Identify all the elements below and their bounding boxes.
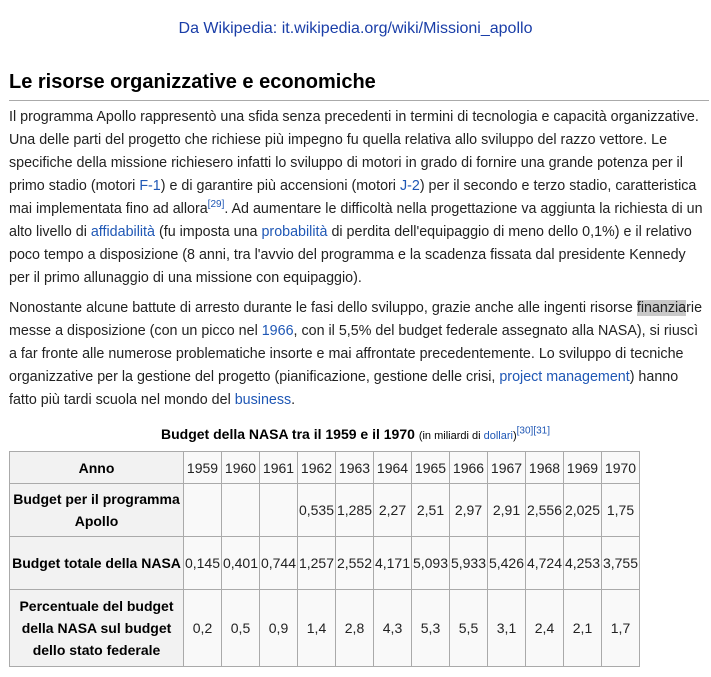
paragraph-1	[9, 106, 704, 290]
value-cell: 2,1	[564, 590, 602, 667]
value-cell: 0,535	[298, 484, 336, 537]
value-cell: 4,3	[374, 590, 412, 667]
text-run: Nonostante alcune battute di arresto durante le fasi dello sviluppo, grazie anche alle ingenti risorse	[9, 300, 637, 316]
value-cell: 1,7	[602, 590, 640, 667]
caption-refs-link[interactable]: [30][31]	[516, 425, 550, 437]
value-cell: 2,27	[374, 484, 412, 537]
value-cell: 0,2	[184, 590, 222, 667]
value-cell: 0,5	[222, 590, 260, 667]
value-cell: 2,8	[336, 590, 374, 667]
value-cell	[222, 484, 260, 537]
value-cell: 1,75	[602, 484, 640, 537]
year-cell: 1969	[564, 452, 602, 484]
row-label: Budget per il programma Apollo	[10, 484, 184, 537]
year-cell: 1968	[526, 452, 564, 484]
text-run: rie messe a disposizione (con un picco nel	[9, 300, 703, 339]
caption-unit: (in miliardi di dollari)	[418, 430, 517, 442]
text-run: . Ad aumentare le difficoltà nella progettazione va aggiunta la richiesta di un alto livello di	[9, 201, 703, 240]
value-cell: 4,171	[374, 537, 412, 590]
paragraph-2	[9, 297, 704, 412]
table-row	[10, 484, 640, 537]
value-cell: 5,5	[450, 590, 488, 667]
highlighted-text: finanzia	[636, 300, 687, 316]
value-cell: 5,093	[412, 537, 450, 590]
year-cell: 1967	[488, 452, 526, 484]
value-cell	[184, 484, 222, 537]
text-run: Il programma Apollo rappresentò una sfida senza precedenti in termini di tecnologia e capacità organizzative. Una delle parti del progetto che richiese più impegno fu quella relativa allo sviluppo del razzo vettore. Le specifiche della missione richiesero infatti lo sviluppo di motori in grado di fornire una grande potenza per il primo stadio (motori	[9, 109, 699, 194]
inline-link[interactable]: probabilità	[261, 224, 328, 240]
inline-link[interactable]: affidabilità	[90, 224, 155, 240]
value-cell: 2,51	[412, 484, 450, 537]
inline-link[interactable]: 1966	[261, 323, 294, 339]
value-cell: 4,724	[526, 537, 564, 590]
year-cell: 1960	[222, 452, 260, 484]
value-cell: 2,025	[564, 484, 602, 537]
inline-link[interactable]: [29]	[207, 199, 225, 211]
inline-link[interactable]: project management	[499, 369, 630, 385]
year-cell: 1959	[184, 452, 222, 484]
header-year-label: Anno	[10, 452, 184, 484]
text-run: di perdita dell'equipaggio di meno dello 0,1%) e il relativo poco tempo a disposizione (8 anni, tra l'avvio del programma e la scadenza fissata dal presidente Kennedy per il primo allunaggio di una missione con equipaggio).	[9, 224, 692, 286]
value-cell: 5,3	[412, 590, 450, 667]
inline-link[interactable]: business	[234, 392, 292, 408]
caption-title: Budget della NASA tra il 1959 e il 1970	[161, 426, 415, 442]
text-run: ) e di garantire più accensioni (motori	[160, 178, 400, 194]
dollari-link[interactable]: dollari	[483, 430, 513, 442]
title-divider	[9, 100, 709, 101]
value-cell: 0,401	[222, 537, 260, 590]
year-cell: 1962	[298, 452, 336, 484]
value-cell: 2,91	[488, 484, 526, 537]
value-cell: 3,755	[602, 537, 640, 590]
value-cell: 1,285	[336, 484, 374, 537]
value-cell: 1,4	[298, 590, 336, 667]
value-cell: 0,9	[260, 590, 298, 667]
row-label: Percentuale del budget della NASA sul budget dello stato federale	[10, 590, 184, 667]
value-cell	[260, 484, 298, 537]
text-run: ) hanno fatto più tardi scuola nel mondo del	[9, 369, 679, 408]
text-run: .	[291, 392, 296, 408]
year-cell: 1963	[336, 452, 374, 484]
budget-table	[9, 451, 640, 667]
value-cell: 1,257	[298, 537, 336, 590]
inline-link[interactable]: F-1	[139, 178, 161, 194]
year-cell: 1965	[412, 452, 450, 484]
inline-link[interactable]: J-2	[399, 178, 420, 194]
value-cell: 0,744	[260, 537, 298, 590]
value-cell: 5,933	[450, 537, 488, 590]
source-prefix: Da Wikipedia:	[178, 20, 282, 37]
row-label: Budget totale della NASA	[10, 537, 184, 590]
year-cell: 1966	[450, 452, 488, 484]
year-cell: 1961	[260, 452, 298, 484]
source-url-link[interactable]: it.wikipedia.org/wiki/Missioni_apollo	[281, 20, 533, 37]
value-cell: 3,1	[488, 590, 526, 667]
year-cell: 1964	[374, 452, 412, 484]
value-cell: 2,552	[336, 537, 374, 590]
table-row	[10, 590, 640, 667]
table-row	[10, 537, 640, 590]
value-cell: 2,97	[450, 484, 488, 537]
value-cell: 5,426	[488, 537, 526, 590]
value-cell: 0,145	[184, 537, 222, 590]
source-line	[0, 20, 711, 38]
text-run: , con il 5,5% del budget federale assegnato alla NASA), si riuscì a far fronte alle numerose problematiche insorte e mai affrontate precedentemente. Lo sviluppo di tecniche organizzative per la gestione del progetto (pianificazione, gestione delle crisi,	[9, 323, 699, 385]
table-caption	[0, 426, 711, 442]
text-run: (fu imposta una	[154, 224, 262, 240]
value-cell: 2,4	[526, 590, 564, 667]
year-cell: 1970	[602, 452, 640, 484]
value-cell: 4,253	[564, 537, 602, 590]
value-cell: 2,556	[526, 484, 564, 537]
section-title: Le risorse organizzative e economiche	[9, 71, 376, 93]
text-run: ) per il secondo e terzo stadio, caratteristica mai implementata fino ad allora	[9, 178, 697, 217]
